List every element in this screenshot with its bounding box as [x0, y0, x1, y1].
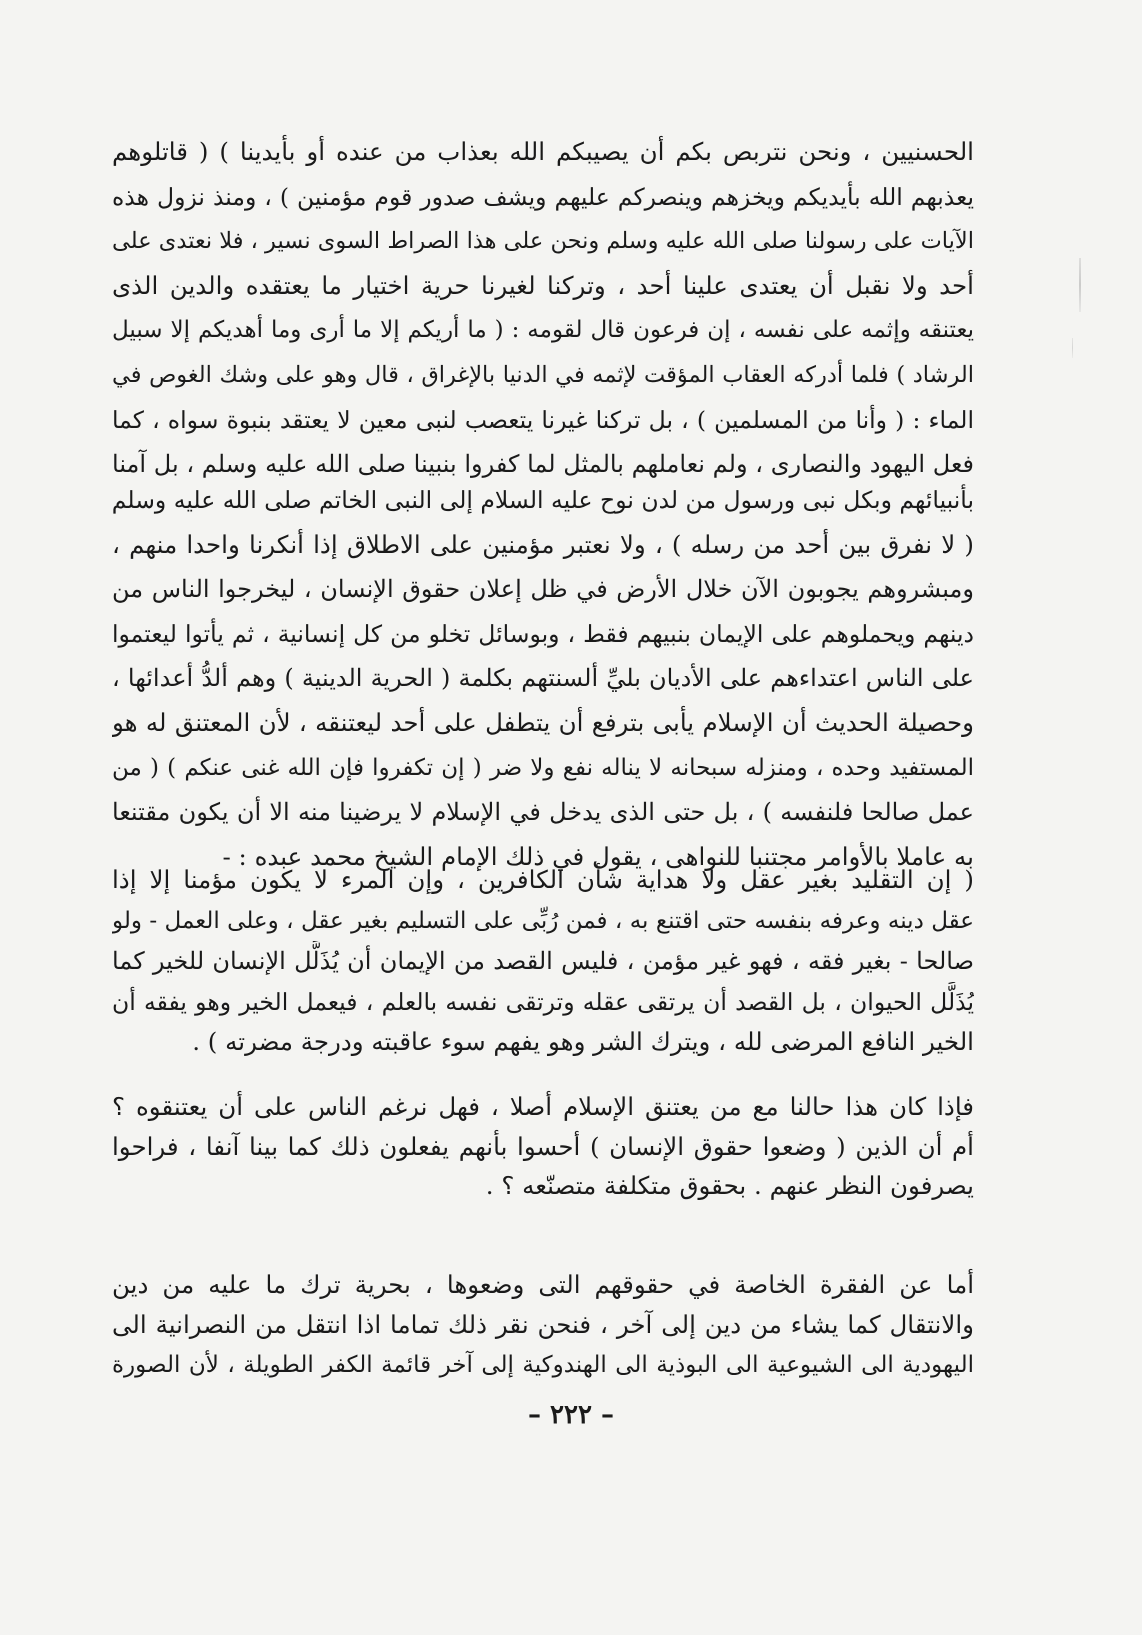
text-line: فعل اليهود والنصارى ، ولم نعاملهم بالمثل لما كفروا بنبينا صلى الله عليه وسلم ، بل آمنا — [112, 450, 974, 479]
text-line: دينهم ويحملوهم على الإيمان بنبيهم فقط ، وبوسائل تخلو من كل إنسانية ، ثم يأتوا ليعتموا — [112, 619, 974, 648]
margin-pencil-mark — [1079, 258, 1081, 312]
page-number: – ٢٢٢ – — [527, 1400, 615, 1430]
text-line: أحد ولا نقبل أن يعتدى علينا أحد ، وتركنا لغيرنا حرية اختيار ما يعتقده والدين الذى — [112, 270, 974, 300]
text-line: يعذبهم الله بأيديكم ويخزهم وينصركم عليهم ويشف صدور قوم مؤمنين ) ، ومنذ نزول هذه — [112, 182, 974, 211]
quotation-paragraph — [112, 860, 974, 1063]
text-line: ومبشروهم يجوبون الآن خلال الأرض في ظل إعلان حقوق الإنسان ، ليخرجوا الناس من — [112, 575, 974, 604]
text-line: فإذا كان هذا حالنا مع من يعتنق الإسلام أصلا ، فهل نرغم الناس على أن يعتنقوه ؟ — [112, 1092, 974, 1121]
text-line: صالحا - بغير فقه ، فهو غير مؤمن ، فليس القصد من الإيمان أن يُذَلَّل الإنسان للخير كما — [112, 947, 974, 976]
paragraph-1 — [112, 130, 974, 487]
text-line: الآيات على رسولنا صلى الله عليه وسلم ونحن على هذا الصراط السوى نسير ، فلا نعتدى على — [112, 228, 974, 255]
text-line: الخير النافع المرضى لله ، ويترك الشر وهو يفهم سوء عاقبته ودرجة مضرته ) . — [192, 1027, 974, 1057]
text-line: المستفيد وحده ، ومنزله سبحانه لا يناله نفع ولا ضر ( إن تكفروا فإن الله غنى عنكم ) ( من — [112, 754, 974, 781]
text-line: على الناس اعتداءهم على الأديان بليِّ ألسنتهم بكلمة ( الحرية الدينية ) وهم ألدُّ أعدائها ، — [112, 664, 974, 693]
text-line: أما عن الفقرة الخاصة في حقوقهم التى وضعوها ، بحرية ترك ما عليه من دين — [112, 1270, 974, 1299]
text-line: يُذَلَّل الحيوان ، بل القصد أن يرتقى عقله وترتقى نفسه بالعلم ، فيعمل الخير وهو يفقه أن — [112, 987, 974, 1016]
text-line: ( إن التقليد بغير عقل ولا هداية شأن الكافرين ، وإن المرء لا يكون مؤمنا إلا إذا — [112, 865, 974, 894]
text-line: عقل دينه وعرفه بنفسه حتى اقتنع به ، فمن رُبِّى على التسليم بغير عقل ، وعلى العمل - ولو — [112, 907, 974, 934]
text-line: يعتنقه وإثمه على نفسه ، إن فرعون قال لقومه : ( ما أريكم إلا ما أرى وما أهديكم إلا سبيل — [112, 317, 974, 344]
text-line: بأنبيائهم وبكل نبى ورسول من لدن نوح عليه السلام إلى النبى الخاتم صلى الله عليه وسلم — [112, 486, 974, 514]
text-line: به عاملا بالأوامر مجتنبا للنواهى ، يقول في ذلك الإمام الشيخ محمد عبده : - — [222, 841, 974, 871]
text-line: الرشاد ) فلما أدركه العقاب المؤقت لإثمه في الدنيا بالإغراق ، قال وهو على وشك الغوص في — [112, 361, 974, 388]
text-line: الحسنيين ، ونحن نتربص بكم أن يصيبكم الله بعذاب من عنده أو بأيدينا ) ( قاتلوهم — [112, 137, 974, 166]
text-line: يصرفون النظر عنهم . بحقوق متكلفة متصنّعه ؟ . — [485, 1171, 974, 1200]
text-line: أم أن الذين ( وضعوا حقوق الإنسان ) أحسوا بأنهم يفعلون ذلك كما بينا آنفا ، فراحوا — [112, 1131, 974, 1161]
text-line: الماء : ( وأنا من المسلمين ) ، بل تركنا غيرنا يتعصب لنبى معين لا يعتقد بنبوة سواه ، كما — [112, 405, 974, 434]
text-line: وحصيلة الحديث أن الإسلام يأبى بترفع أن يتطفل على أحد ليعتنقه ، لأن المعتنق له هو — [112, 707, 974, 737]
text-line: ( لا نفرق بين أحد من رسله ) ، ولا نعتبر مؤمنين على الاطلاق إذا أنكرنا واحدا منهم ، — [112, 529, 974, 559]
text-line: اليهودية الى الشيوعية الى البوذية الى الهندوكية إلى آخر قائمة الكفر الطويلة ، لأن الصورة — [112, 1352, 974, 1378]
paragraph-4 — [112, 1087, 974, 1206]
paragraph-5 — [112, 1265, 974, 1385]
text-line: عمل صالحا فلنفسه ) ، بل حتى الذى يدخل في الإسلام لا يرضينا منه الا أن يكون مقتنعا — [112, 798, 974, 827]
text-line: والانتقال كما يشاء من دين إلى آخر ، فنحن نقر ذلك تماما اذا انتقل من النصرانية الى — [112, 1310, 974, 1339]
paragraph-2 — [112, 478, 974, 879]
margin-pencil-mark-small — [1072, 338, 1073, 358]
